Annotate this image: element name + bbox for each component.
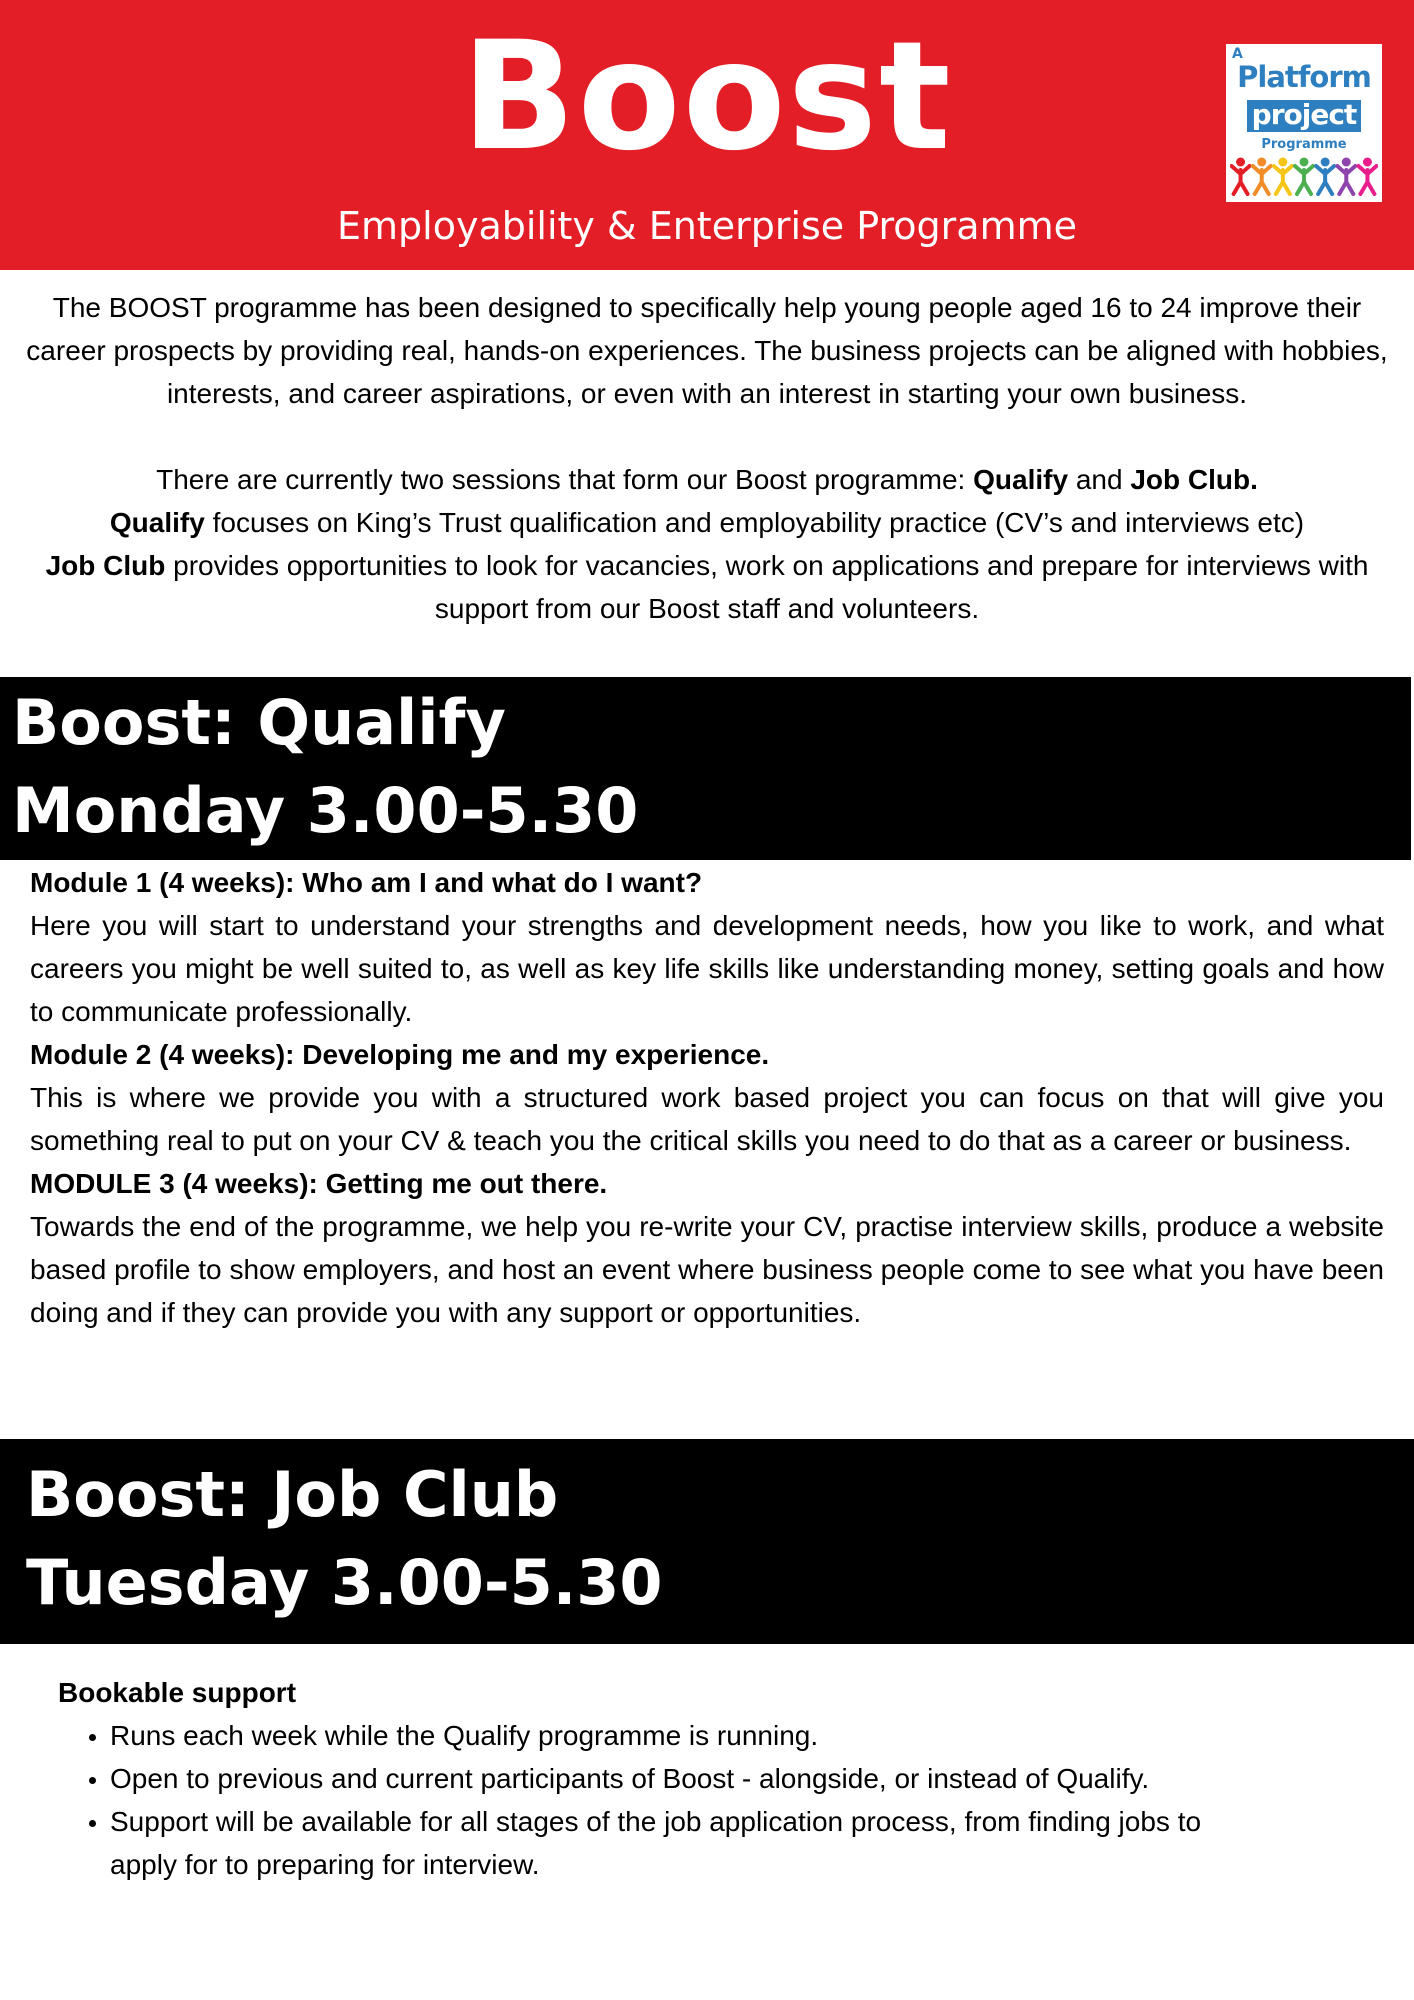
jobclub-section — [58, 1671, 1258, 1886]
person-figure — [1274, 158, 1292, 195]
qualify-banner-title: Boost: Qualify — [12, 686, 506, 759]
jobclub-banner-title: Boost: Job Club — [26, 1458, 559, 1531]
intro-jobclub-bold: Job Club. — [1130, 464, 1258, 495]
person-figure — [1337, 158, 1355, 195]
logo-text-a: A — [1232, 46, 1243, 62]
intro-sessions-text: There are currently two sessions that form our Boost programme: — [156, 464, 974, 495]
logo-text-platform: Platform — [1237, 60, 1371, 94]
person-figure — [1232, 158, 1250, 195]
logo-text-programme: Programme — [1261, 137, 1347, 152]
intro-sessions-line — [20, 458, 1394, 501]
intro-jobclub-text: provides opportunities to look for vacancies, work on applications and prepare for interviews with support from our Boost staff and volunteers. — [165, 550, 1369, 624]
modules-section — [30, 861, 1384, 1334]
intro-qualify-line — [20, 501, 1394, 544]
intro-qualify-label: Qualify — [109, 507, 205, 538]
module-2-heading: Module 2 (4 weeks): Developing me and my experience. — [30, 1039, 770, 1070]
list-item: • Support will be available for all stages of the job application process, from finding jobs to apply for to preparing for interview. — [110, 1800, 1258, 1886]
module-1-body: Here you will start to understand your strengths and development needs, how you like to work, and what careers you might be well suited to, as well as key life skills like understanding money, setting goals and how to communicate professionally. — [30, 910, 1384, 1027]
module-3-body: Towards the end of the programme, we help you re-write your CV, practise interview skills, produce a website based profile to show employers, and host an event where business people come to see what you have been doing and if they can provide you with any support or opportunities. — [30, 1211, 1384, 1328]
intro-qualify-text: focuses on King’s Trust qualification and employability practice (CV’s and interviews etc) — [204, 507, 1305, 538]
person-figure — [1253, 158, 1271, 195]
people-figures-icon — [1230, 156, 1378, 196]
intro-and-text: and — [1068, 464, 1131, 495]
module-1-heading: Module 1 (4 weeks): Who am I and what do I want? — [30, 867, 703, 898]
person-figure — [1358, 158, 1376, 195]
logo-text-project: project — [1247, 100, 1361, 132]
module-3-heading: MODULE 3 (4 weeks): Getting me out there. — [30, 1168, 608, 1199]
intro-section — [20, 286, 1394, 630]
module-2-body: This is where we provide you with a structured work based project you can focus on that will give you something real to put on your CV & teach you the critical skills you need to do that as a career or business. — [30, 1082, 1384, 1156]
person-figure — [1316, 158, 1334, 195]
header-banner — [0, 0, 1414, 270]
intro-qualify-bold: Qualify — [973, 464, 1069, 495]
bookable-support-heading: Bookable support — [58, 1677, 297, 1708]
jobclub-section-banner — [0, 1439, 1414, 1644]
list-item: • Open to previous and current participants of Boost - alongside, or instead of Qualify. — [110, 1757, 1258, 1800]
intro-jobclub-label: Job Club — [45, 550, 166, 581]
qualify-section-banner — [0, 677, 1411, 860]
platform-project-logo — [1226, 44, 1382, 202]
bookable-support-list — [58, 1714, 1258, 1886]
page-title: Boost — [461, 10, 953, 184]
intro-paragraph: The BOOST programme has been designed to specifically help young people aged 16 to 24 improve their career prospects by providing real, hands-on experiences. The business projects can be aligned with hobbies, interests, and career aspirations, or even with an interest in starting your own business. — [26, 292, 1388, 409]
page-subtitle: Employability & Enterprise Programme — [337, 204, 1077, 248]
jobclub-banner-time: Tuesday 3.00-5.30 — [26, 1546, 663, 1619]
person-figure — [1295, 158, 1313, 195]
qualify-banner-time: Monday 3.00-5.30 — [12, 774, 639, 847]
intro-jobclub-line — [20, 544, 1394, 630]
list-item: • Runs each week while the Qualify programme is running. — [110, 1714, 1258, 1757]
